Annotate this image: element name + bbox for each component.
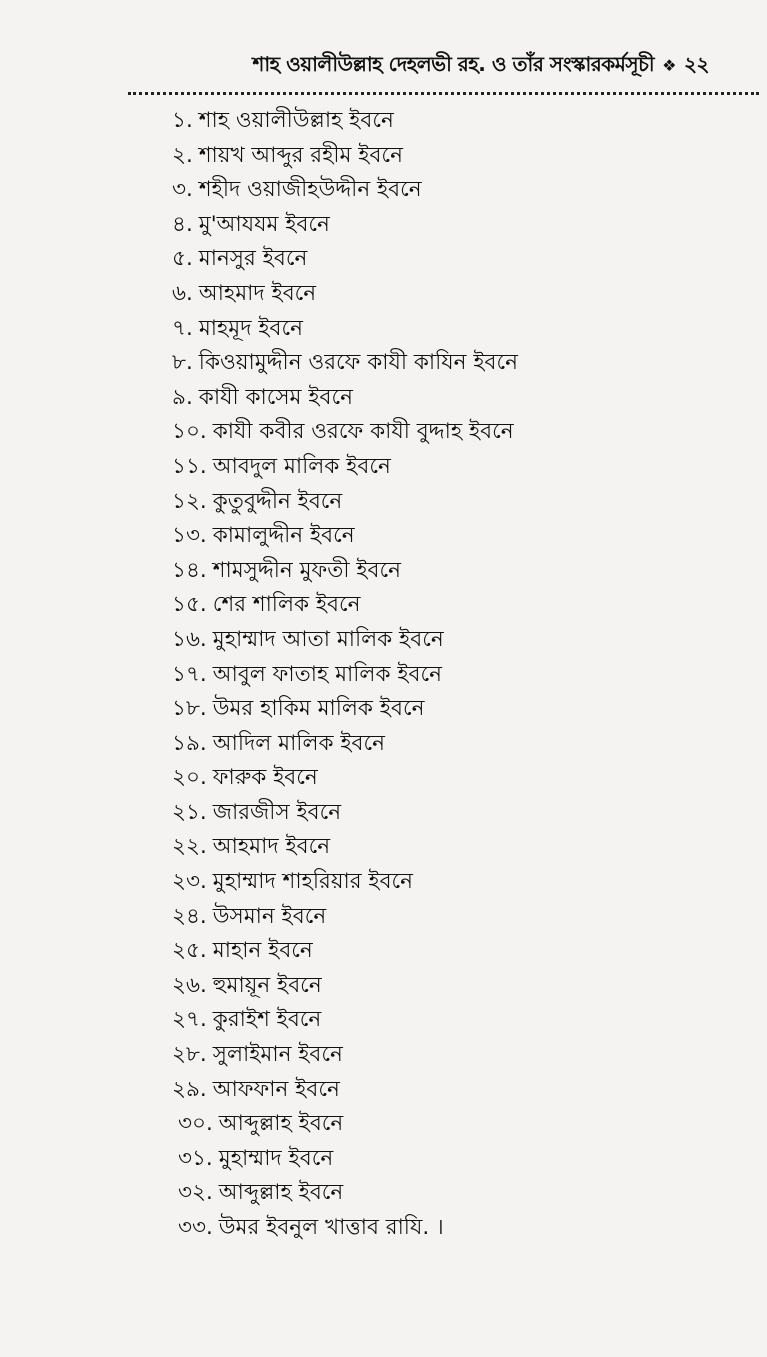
list-item	[172, 242, 737, 277]
item-text: উসমান ইবনে	[212, 903, 327, 929]
list-item	[172, 865, 737, 900]
item-text: শাহ ওয়ালীউল্লাহ ইবনে	[198, 108, 394, 133]
running-header	[90, 46, 709, 86]
list-item	[172, 588, 737, 623]
item-text: হুমায়ূন ইবনে	[212, 972, 322, 998]
item-text: মাহান ইবনে	[212, 938, 313, 964]
list-item	[172, 1142, 737, 1177]
list-item	[172, 1176, 737, 1211]
item-text: মু'আযযম ইবনে	[198, 211, 330, 237]
list-item	[172, 796, 737, 831]
list-item	[172, 623, 737, 658]
item-text: মাহমূদ ইবনে	[198, 315, 303, 341]
item-number: ১৮.	[172, 696, 207, 722]
item-text: আব্দুল্লাহ ইবনে	[218, 1180, 344, 1206]
item-number: ১৭.	[172, 661, 207, 687]
page-number: ২২	[683, 51, 709, 76]
header-divider	[128, 92, 759, 95]
item-text: শের শালিক ইবনে	[212, 592, 361, 618]
list-item	[172, 761, 737, 796]
item-text: উমর ইবনুল খাত্তাব রাযি. ।	[218, 1215, 444, 1240]
item-text: শায়খ আব্দুর রহীম ইবনে	[198, 142, 403, 168]
item-text: আফফান ইবনে	[212, 1076, 340, 1102]
item-number: ২৩.	[172, 869, 207, 895]
item-number: ১৯.	[172, 730, 207, 756]
item-number: ৩১.	[178, 1145, 213, 1171]
item-number: ৮.	[172, 350, 193, 376]
item-number: ২৯.	[172, 1076, 207, 1102]
item-text: কুরাইশ ইবনে	[212, 1007, 322, 1033]
item-number: ২৮.	[172, 1042, 207, 1068]
item-number: ৩৩.	[178, 1215, 213, 1240]
item-text: আবদুল মালিক ইবনে	[212, 453, 391, 479]
item-number: ৪.	[172, 211, 193, 237]
list-item	[172, 1003, 737, 1038]
item-text: ফারুক ইবনে	[212, 765, 318, 791]
item-number: ১৩.	[172, 523, 207, 549]
list-item	[172, 900, 737, 935]
item-number: ১০.	[172, 419, 207, 445]
list-item	[172, 969, 737, 1004]
item-number: ২১.	[172, 799, 207, 825]
list-item	[172, 658, 737, 693]
list-item	[172, 934, 737, 969]
item-number: ২৭.	[172, 1007, 207, 1033]
list-item	[172, 692, 737, 727]
list-item	[172, 1073, 737, 1108]
item-text: মুহাম্মাদ ইবনে	[218, 1145, 334, 1171]
item-number: ২২.	[172, 834, 207, 860]
item-number: ১.	[172, 108, 193, 133]
list-item	[172, 830, 737, 865]
item-text: কাযী কবীর ওরফে কাযী বুদ্দাহ ইবনে	[212, 419, 514, 445]
item-text: আহমাদ ইবনে	[212, 834, 331, 860]
list-item	[172, 312, 737, 347]
item-number: ২৫.	[172, 938, 207, 964]
item-text: আহমাদ ইবনে	[198, 280, 317, 306]
item-text: উমর হাকিম মালিক ইবনে	[212, 696, 425, 722]
item-number: ২৪.	[172, 903, 207, 929]
item-number: ১৬.	[172, 626, 207, 652]
item-number: ৯.	[172, 384, 193, 410]
item-text: জারজীস ইবনে	[212, 799, 342, 825]
list-item	[172, 450, 737, 485]
item-text: কামালুদ্দীন ইবনে	[212, 523, 355, 549]
list-item	[172, 1038, 737, 1073]
item-number: ৩.	[172, 177, 193, 203]
item-text: আদিল মালিক ইবনে	[212, 730, 385, 756]
running-title: শাহ ওয়ালীউল্লাহ দেহলভী রহ. ও তাঁর সংস্কারকর্মসূচী	[252, 51, 655, 76]
item-text: মুহাম্মাদ শাহরিয়ার ইবনে	[212, 869, 414, 895]
item-text: আবুল ফাতাহ মালিক ইবনে	[212, 661, 442, 687]
list-item	[172, 381, 737, 416]
list-item	[172, 1211, 737, 1246]
item-text: কাযী কাসেম ইবনে	[198, 384, 353, 410]
list-item	[172, 346, 737, 381]
list-item	[172, 173, 737, 208]
item-number: ৩২.	[178, 1180, 213, 1206]
item-text: মানসুর ইবনে	[198, 246, 308, 272]
list-item	[172, 277, 737, 312]
diamond-ornament-icon: ❖	[662, 56, 676, 75]
item-text: শহীদ ওয়াজীহউদ্দীন ইবনে	[198, 177, 422, 203]
item-text: শামসুদ্দীন মুফতী ইবনে	[212, 557, 401, 583]
list-item	[172, 519, 737, 554]
list-item	[172, 208, 737, 243]
item-number: ৫.	[172, 246, 193, 272]
item-number: ২.	[172, 142, 193, 168]
item-text: আব্দুল্লাহ ইবনে	[218, 1111, 344, 1137]
list-item	[172, 104, 737, 139]
item-number: ৭.	[172, 315, 193, 341]
item-number: ২৬.	[172, 972, 207, 998]
item-number: ২০.	[172, 765, 207, 791]
list-item	[172, 485, 737, 520]
list-item	[172, 1107, 737, 1142]
item-number: ১২.	[172, 488, 207, 514]
lineage-list	[172, 104, 737, 1246]
list-item	[172, 554, 737, 589]
list-item	[172, 415, 737, 450]
item-text: কিওয়ামুদ্দীন ওরফে কাযী কাযিন ইবনে	[198, 350, 518, 376]
list-item	[172, 727, 737, 762]
item-number: ৬.	[172, 280, 193, 306]
item-text: সুলাইমান ইবনে	[212, 1042, 343, 1068]
list-item	[172, 139, 737, 174]
item-number: ১৫.	[172, 592, 207, 618]
item-number: ৩০.	[178, 1111, 213, 1137]
item-number: ১৪.	[172, 557, 207, 583]
item-number: ১১.	[172, 453, 207, 479]
item-text: মুহাম্মাদ আতা মালিক ইবনে	[212, 626, 444, 652]
item-text: কুতুবুদ্দীন ইবনে	[212, 488, 343, 514]
